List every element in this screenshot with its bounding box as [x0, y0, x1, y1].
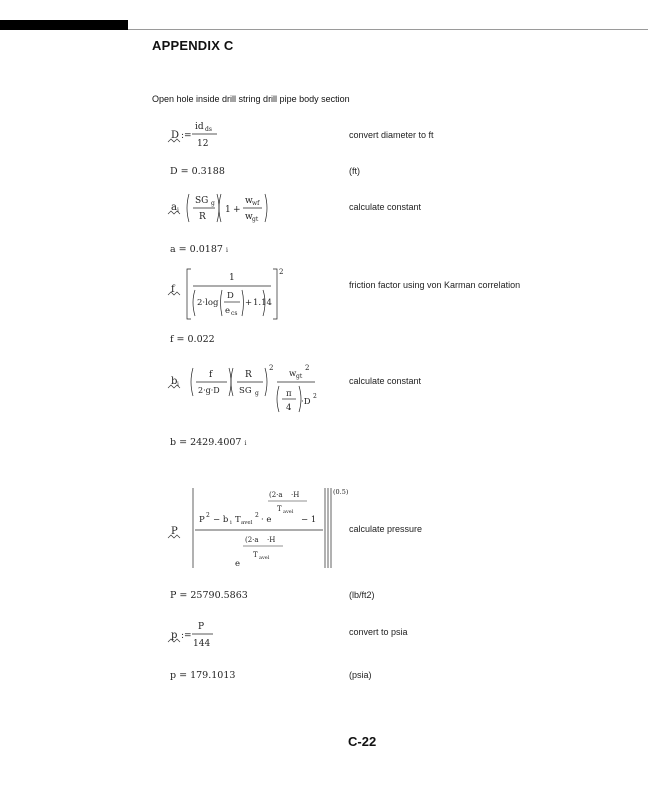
unit-lb-ft2: (lb/ft2)	[349, 590, 375, 600]
den-hi: ·H	[267, 536, 276, 544]
den-t: T	[253, 551, 258, 559]
lhs-a-sub: i	[177, 207, 179, 214]
b-sub: i	[230, 520, 232, 526]
lhs-a: a	[171, 202, 177, 213]
minus-b: − b	[213, 515, 229, 525]
header-rule	[128, 29, 648, 30]
numerator-id: id	[195, 122, 204, 132]
note-convert-diameter: convert diameter to ft	[349, 130, 434, 140]
equation-pressure	[165, 484, 355, 574]
p-term: P	[199, 515, 205, 525]
exp-hi: ·H	[291, 491, 300, 499]
w-top: w	[245, 196, 253, 206]
result-b-sub: i	[244, 440, 247, 447]
note-calculate-constant-b: calculate constant	[349, 376, 422, 386]
sg-denom: SG	[239, 386, 252, 396]
four-label: 4	[286, 403, 292, 413]
f-num: f	[209, 370, 213, 380]
result-p-capital: P = 25790.5863	[170, 590, 248, 601]
log-label: 2·log	[197, 298, 219, 308]
p-exp: 2	[206, 512, 210, 519]
gt-sub: gt	[252, 216, 259, 223]
header-bar	[0, 20, 128, 30]
note-convert-psia: convert to psia	[349, 627, 408, 637]
exp-2a: 2	[269, 364, 274, 372]
lhs-p-lower: p	[171, 630, 178, 641]
den-2ai: (2·a	[245, 536, 259, 544]
sg-label: SG	[195, 196, 209, 206]
exp-2ai: (2·a	[269, 491, 283, 499]
equation-diameter	[165, 118, 225, 152]
page-number: C-22	[348, 734, 377, 749]
denominator-12: 12	[197, 139, 209, 149]
t-term: T	[235, 515, 241, 525]
numerator-sub: ds	[205, 126, 212, 133]
note-calculate-constant-a: calculate constant	[349, 202, 422, 212]
lhs-d: D	[171, 130, 180, 141]
r-num: R	[245, 370, 252, 380]
wgt: w	[289, 369, 297, 379]
pi-label: π	[286, 389, 292, 399]
result-a-value: a = 0.0187	[170, 244, 223, 255]
equation-ai	[165, 190, 275, 226]
sg-denom-sub: g	[255, 390, 259, 397]
exponent-2: 2	[279, 268, 284, 276]
note-calculate-pressure: calculate pressure	[349, 524, 423, 534]
assign-op: :=	[181, 631, 192, 641]
unit-ft: (ft)	[349, 166, 360, 176]
exp-2c: 2	[313, 393, 317, 400]
wf-sub: wf	[252, 200, 260, 207]
d-label: ·D	[301, 397, 311, 407]
appendix-title: APPENDIX C	[152, 38, 234, 53]
minus-one: − 1	[301, 515, 317, 525]
const-114: 1.14	[253, 298, 272, 308]
section-title: Open hole inside drill string drill pipe body section	[152, 94, 350, 104]
ratio-e-sub: cs	[231, 310, 238, 317]
g-denom: 2·g·D	[198, 386, 220, 395]
ratio-e: e	[225, 306, 231, 316]
t-sub: avel	[241, 520, 253, 526]
result-f: f = 0.022	[170, 334, 215, 345]
result-p-lower: p = 179.1013	[170, 670, 236, 681]
assign-op: :=	[181, 131, 192, 141]
lhs-b-sub: i	[177, 381, 179, 388]
f-numerator: 1	[229, 273, 235, 283]
exp-2b: 2	[305, 364, 310, 372]
den-t-sub: avel	[259, 555, 270, 561]
result-a-sub: i	[225, 247, 228, 254]
sg-sub: g	[211, 200, 215, 207]
dot-e: · e	[261, 515, 272, 525]
wgt-sub: gt	[296, 373, 303, 380]
equation-psia	[165, 618, 225, 652]
num-p: P	[198, 622, 205, 632]
lhs-p: P	[171, 526, 178, 537]
result-b-value: b = 2429.4007	[170, 437, 242, 448]
note-friction-factor: friction factor using von Karman correlation	[349, 280, 521, 290]
exp-half: (0.5)	[333, 488, 349, 496]
plus-label: +	[233, 205, 241, 215]
exp-t: T	[277, 505, 282, 513]
equation-bi	[165, 362, 320, 418]
result-a	[170, 244, 228, 255]
one-label: 1	[225, 205, 231, 215]
result-d: D = 0.3188	[170, 166, 225, 177]
equation-friction	[165, 266, 290, 322]
ratio-d: D	[227, 291, 234, 301]
lhs-f: f	[171, 284, 175, 295]
result-b	[170, 437, 246, 448]
den-144: 144	[193, 639, 211, 649]
exp-t-sub: avel	[283, 509, 294, 515]
den-e: e	[235, 559, 241, 569]
w-bottom: w	[245, 212, 253, 222]
r-label: R	[199, 212, 206, 222]
t-exp: 2	[255, 512, 259, 519]
unit-psia: (psia)	[349, 670, 372, 680]
plus-label: +	[245, 298, 253, 308]
lhs-b: b	[171, 376, 178, 387]
